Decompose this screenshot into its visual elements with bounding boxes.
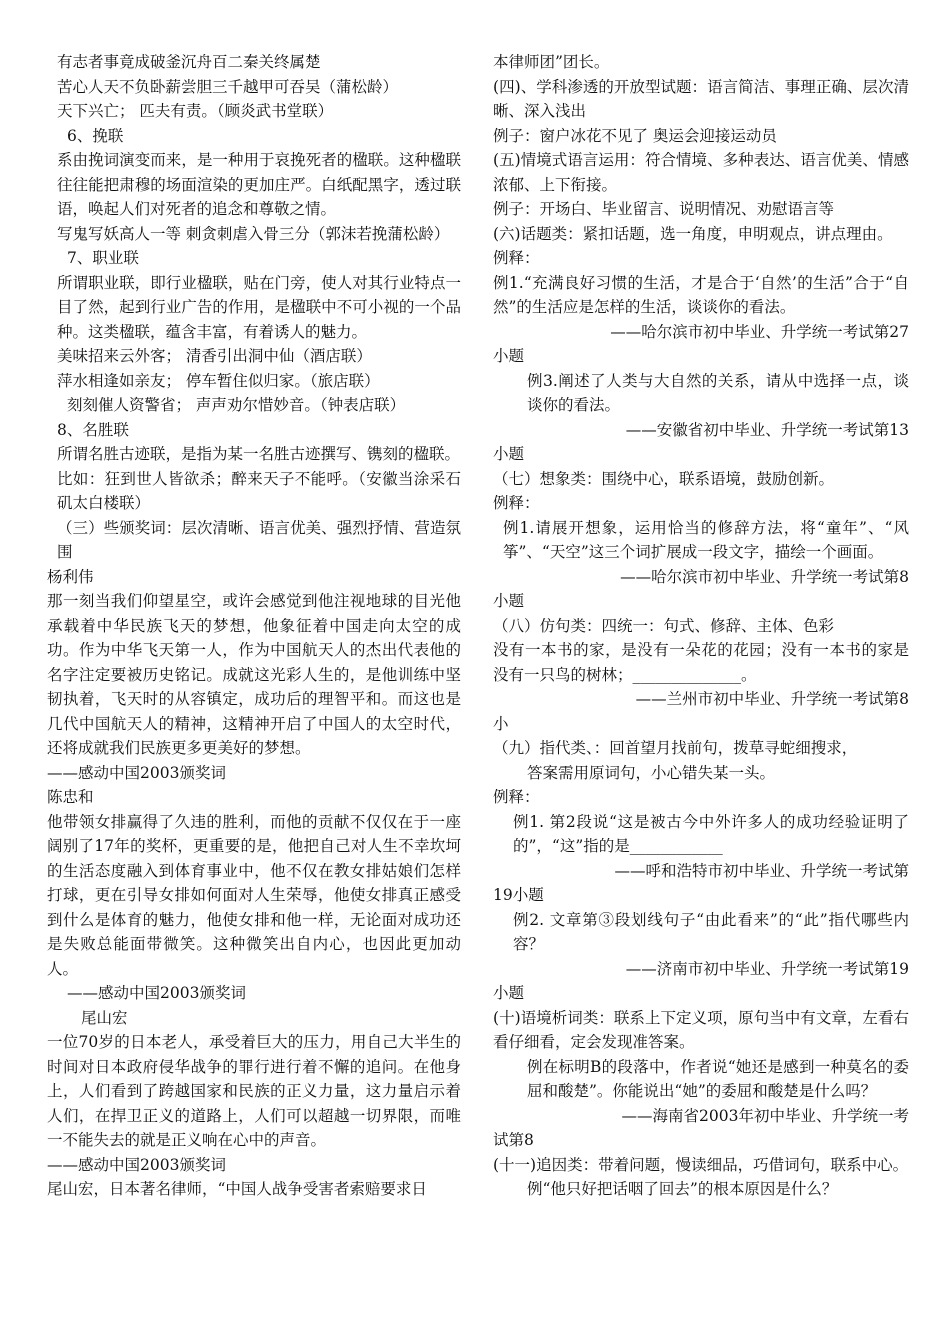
text-paragraph: 所谓职业联，即行业楹联，贴在门旁，使人对其行业特点一目了然，起到行业广告的作用，是楹联中不可小视的一个品种。这类楹联，蕴含丰富，有着诱人的魅力。 bbox=[57, 273, 461, 341]
left-column bbox=[47, 50, 461, 1202]
text-paragraph: 系由挽词演变而来，是一种用于哀挽死者的楹联。这种楹联往往能把肃穆的场面渲染的更加庄严。白纸配黑字，透过联语，唤起人们对死者的追念和尊敬之情。 bbox=[57, 151, 461, 218]
text-paragraph: 尾山宏 bbox=[81, 1008, 128, 1027]
text-paragraph: (五)情境式语言运用：符合情境、多种表达、语言优美、情感浓郁、上下衔接。 bbox=[493, 151, 909, 194]
text-paragraph: 本律师团”团长。 bbox=[493, 53, 610, 71]
text-paragraph: 答案需用原词句，小心错失某一头。 bbox=[527, 763, 776, 782]
text-paragraph: 例2. 文章第③段划线句子“由此看来”的“此”指代哪些内容？ bbox=[513, 910, 909, 953]
text-paragraph: 所谓名胜古迹联，是指为某一名胜古迹撰写、镌刻的楹联。 bbox=[57, 445, 461, 463]
text-paragraph: 例1. 第2段说“这是被古今中外许多人的成功经验证明了的”，“这”指的是____________ bbox=[513, 812, 909, 855]
text-paragraph: 例子：窗户冰花不见了 奥运会迎接运动员 bbox=[493, 126, 777, 145]
text-paragraph: ——哈尔滨市初中毕业、升学统一考试第27 bbox=[610, 322, 909, 341]
text-paragraph: （八）仿句类：四统一：句式、修辞、主体、色彩 bbox=[493, 616, 835, 635]
text-paragraph: 有志者事竟成破釜沉舟百二秦关终属楚 bbox=[57, 53, 321, 71]
text-paragraph: 尾山宏，日本著名律师，“中国人战争受害者索赔要求日 bbox=[47, 1180, 427, 1198]
text-paragraph: ——呼和浩特市初中毕业、升学统一考试第 bbox=[614, 861, 909, 880]
text-paragraph: 小题 bbox=[493, 592, 525, 610]
text-paragraph: 小题 bbox=[493, 347, 525, 365]
text-paragraph: 19小题 bbox=[493, 886, 544, 904]
text-paragraph: (十一)追因类：带着问题，慢读细品，巧借词句，联系中心。 bbox=[493, 1155, 909, 1174]
text-paragraph: 写鬼写妖高人一等 刺贪刺虐入骨三分（郭沫若挽蒲松龄） bbox=[57, 224, 450, 243]
text-paragraph: 小题 bbox=[493, 984, 525, 1002]
text-paragraph: 例子：开场白、毕业留言、说明情况、劝慰语言等 bbox=[493, 200, 835, 218]
text-paragraph: 天下兴亡； 匹夫有责。（顾炎武书堂联） bbox=[57, 102, 334, 120]
text-paragraph: 例“他只好把话咽了回去”的根本原因是什么？ bbox=[527, 1180, 838, 1198]
text-paragraph: 刻刻催人资警省； 声声劝尔惜妙音。（钟表店联） bbox=[67, 396, 406, 414]
text-paragraph: 萍水相逢如亲友； 停车暂住似归家。（旅店联） bbox=[57, 371, 380, 390]
text-paragraph: 小题 bbox=[493, 445, 525, 463]
text-paragraph: 比如：狂到世人皆欲杀；醉来天子不能呼。（安徽当涂采石矶太白楼联） bbox=[57, 469, 461, 512]
text-paragraph: 那一刻当我们仰望星空，或许会感觉到他注视地球的目光他承载着中华民族飞天的梦想，他象征着中国走向太空的成功。作为中华飞天第一人，作为中国航天人的杰出代表他的名字注定要被历史铭记。成就这光彩人生的，是他训练中坚韧执着，飞天时的从容镇定，成功后的理智平和。而这也是几代中国航天人的精神，这精神开启了中国人的太空时代，还将成就我们民族更多更美好的梦想。 bbox=[47, 592, 461, 757]
text-paragraph: ——海南省2003年初中毕业、升学统一考 bbox=[621, 1106, 909, 1125]
text-paragraph: ——感动中国2003颁奖词 bbox=[47, 1155, 226, 1174]
text-paragraph: 美味招来云外客； 清香引出洞中仙（酒店联） bbox=[57, 347, 372, 365]
text-paragraph: 没有一本书的家，是没有一朵花的花园；没有一本书的家是没有一只鸟的树林；______________。 bbox=[493, 641, 909, 684]
text-paragraph: （三）些颁奖词：层次清晰、语言优美、强烈抒情、营造氛围 bbox=[57, 518, 461, 561]
text-paragraph: 例3.阐述了人类与大自然的关系，请从中选择一点，谈谈你的看法。 bbox=[527, 371, 909, 414]
text-paragraph: 陈忠和 bbox=[47, 788, 94, 806]
text-paragraph: （七）想象类：围绕中心，联系语境，鼓励创新。 bbox=[493, 469, 835, 488]
text-paragraph: 例在标明B的段落中，作者说“她还是感到一种莫名的委屈和酸楚”。你能说出“她”的委屈和酸楚是什么吗？ bbox=[527, 1057, 909, 1100]
text-paragraph: ——感动中国2003颁奖词 bbox=[67, 984, 246, 1002]
text-paragraph: 例1.请展开想象，运用恰当的修辞方法，将“童年”、“风筝”、“天空”这三个词扩展成一段文字，描绘一个画面。 bbox=[503, 518, 909, 561]
text-paragraph: 6、挽联 bbox=[67, 126, 124, 145]
text-paragraph: 例释： bbox=[493, 494, 540, 512]
right-column bbox=[493, 50, 909, 1202]
text-paragraph: 苦心人天不负卧薪尝胆三千越甲可吞吴（蒲松龄） bbox=[57, 77, 399, 96]
text-paragraph: ——哈尔滨市初中毕业、升学统一考试第8 bbox=[620, 567, 909, 586]
text-paragraph: ——济南市初中毕业、升学统一考试第19 bbox=[625, 959, 909, 978]
text-paragraph: (四)、学科渗透的开放型试题：语言简洁、事理正确、层次清晰、深入浅出 bbox=[493, 77, 909, 120]
text-paragraph: （九）指代类、：回首望月找前句，拨草寻蛇细搜求， bbox=[493, 739, 858, 757]
text-paragraph: 例释： bbox=[493, 249, 540, 267]
text-paragraph: (十)语境析词类：联系上下定义项，原句当中有文章，左看右看仔细看，定会发现准答案。 bbox=[493, 1008, 909, 1051]
text-paragraph: 例1.“充满良好习惯的生活，才是合于‘自然’的生活”合于“自然”的生活应是怎样的生活，谈谈你的看法。 bbox=[493, 273, 909, 316]
text-paragraph: (六)话题类：紧扣话题，选一角度，申明观点，讲点理由。 bbox=[493, 224, 893, 243]
text-paragraph: ——安徽省初中毕业、升学统一考试第13 bbox=[625, 420, 909, 439]
text-paragraph: 杨利伟 bbox=[47, 567, 94, 586]
text-paragraph: 例释： bbox=[493, 788, 540, 806]
text-paragraph: 7、职业联 bbox=[67, 249, 139, 267]
text-paragraph: 一位70岁的日本老人，承受着巨大的压力，用自己大半生的时间对日本政府侵华战争的罪行进行着不懈的追问。在他身上，人们看到了跨越国家和民族的正义力量，这力量启示着人们，在捍卫正义的道路上，人们可以超越一切界限，而唯一不能失去的就是正义响在心中的声音。 bbox=[47, 1033, 461, 1149]
text-paragraph: 8、名胜联 bbox=[57, 420, 129, 439]
text-paragraph: 试第8 bbox=[493, 1131, 534, 1149]
text-paragraph: 小 bbox=[493, 714, 509, 733]
text-paragraph: ——感动中国2003颁奖词 bbox=[47, 763, 226, 782]
text-paragraph: ——兰州市初中毕业、升学统一考试第8 bbox=[635, 690, 909, 708]
text-paragraph: 他带领女排赢得了久违的胜利，而他的贡献不仅仅在于一座阔别了17年的奖杯，更重要的是，他把自己对人生不幸坎坷的生活态度融入到体育事业中，他不仅在教女排姑娘们怎样打球，更在引导女排如何面对人生荣辱，他使女排真正感受到什么是体育的魅力，他使女排和他一样，无论面对成功还是失败总能面带微笑。这种微笑出自内心，也因此更加动人。 bbox=[47, 812, 461, 978]
